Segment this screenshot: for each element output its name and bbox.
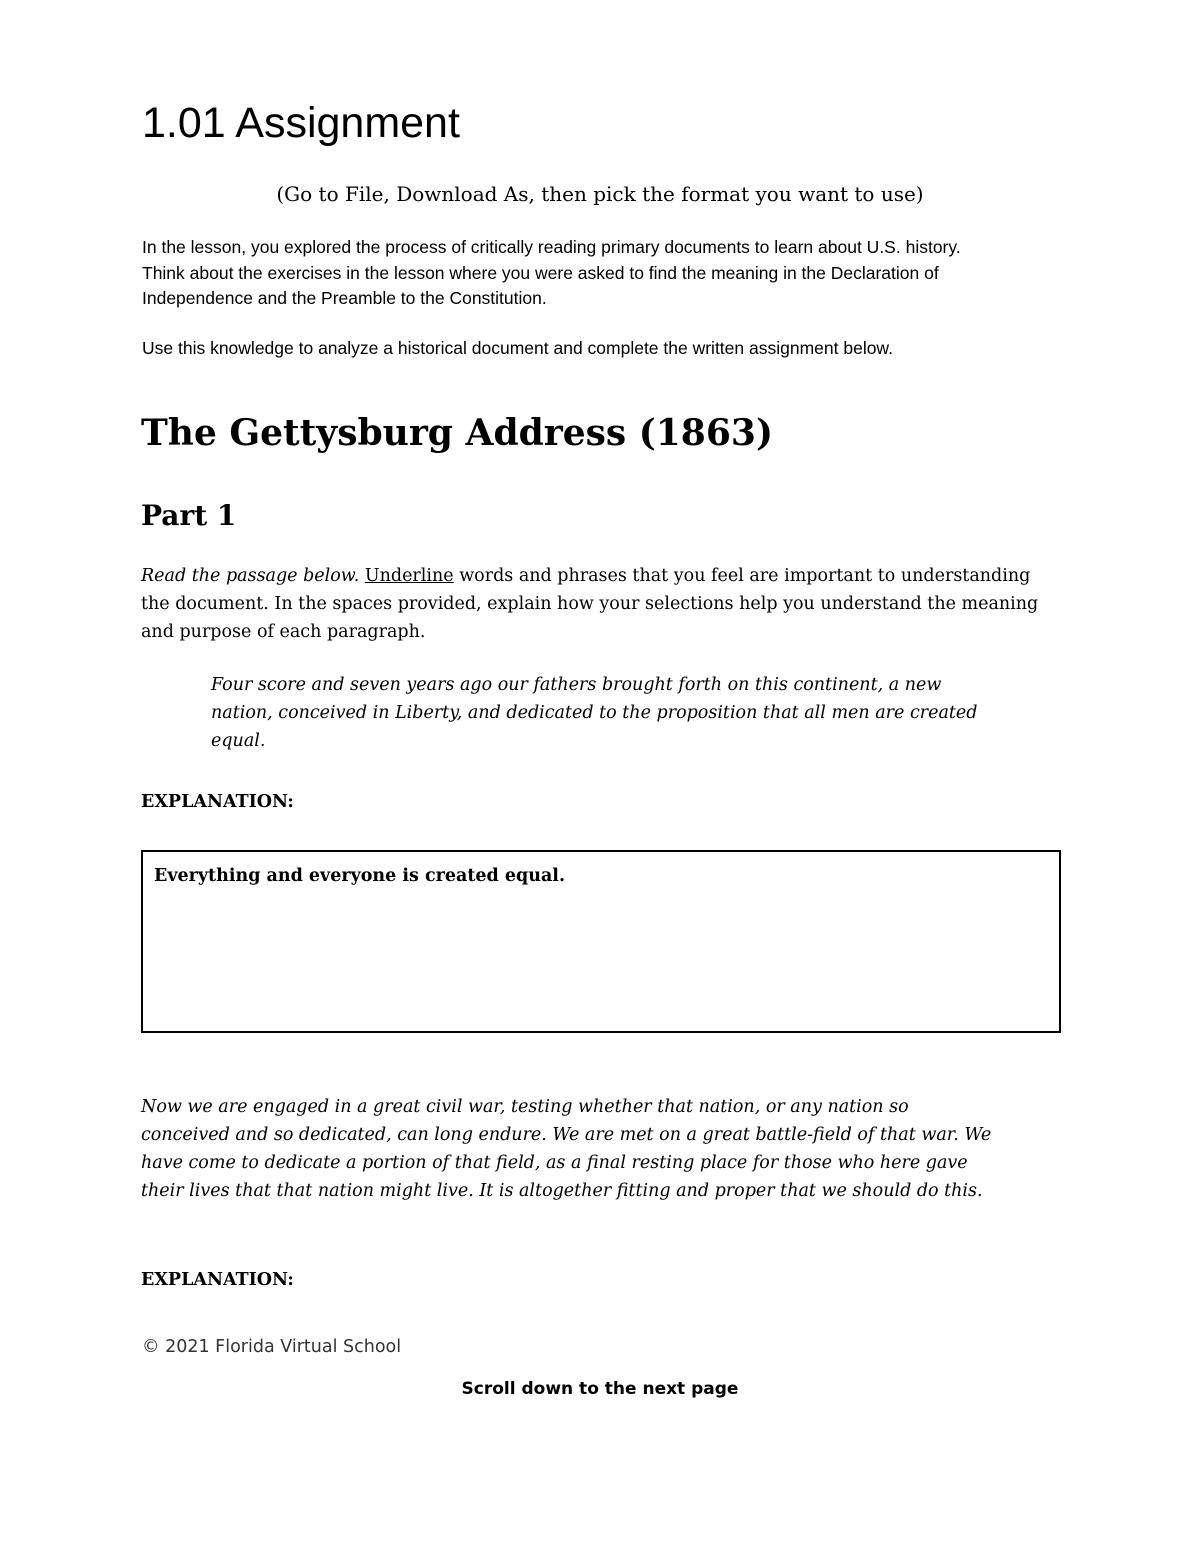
answer-box-1[interactable] bbox=[141, 850, 1061, 1033]
download-instruction: (Go to File, Download As, then pick the format you want to use) bbox=[276, 182, 924, 206]
scroll-note: Scroll down to the next page bbox=[461, 1379, 739, 1399]
part-heading: Part 1 bbox=[141, 499, 237, 532]
explanation-label-2: EXPLANATION: bbox=[141, 1270, 294, 1290]
passage-1: Four score and seven years ago our fathers brought forth on this continent, a new nation, conceived in Liberty, and dedicated to the proposition that all men are created equal. bbox=[211, 675, 978, 751]
part-instruction bbox=[141, 562, 1041, 646]
assignment-title: 1.01 Assignment bbox=[142, 99, 460, 147]
explanation-label-1: EXPLANATION: bbox=[141, 792, 294, 812]
part-instruction-italic: Read the passage below. bbox=[141, 566, 360, 586]
answer-text-1[interactable]: Everything and everyone is created equal. bbox=[154, 866, 566, 886]
part-instruction-underline: Underline bbox=[364, 566, 454, 586]
document-heading: The Gettysburg Address (1863) bbox=[141, 412, 773, 454]
intro-paragraph-2: Use this knowledge to analyze a historical document and complete the written assignment below. bbox=[142, 338, 893, 358]
copyright-notice: © 2021 Florida Virtual School bbox=[142, 1337, 402, 1357]
intro-paragraph: In the lesson, you explored the process of critically reading primary documents to learn about U.S. history. Think about the exercises in the lesson where you were asked to find the meaning in the Declaration of Independence and the Preamble to the Constitution. bbox=[142, 237, 961, 308]
passage-2: Now we are engaged in a great civil war, testing whether that nation, or any nation so conceived and so dedicated, can long endure. We are met on a great battle-field of that war. We have come to dedicate a portion of that field, as a final resting place for those who here gave their lives that that nation might live. It is altogether fitting and proper that we should do this. bbox=[141, 1097, 992, 1201]
part-instruction-rest: words and phrases that you feel are important to understanding the document. In the spaces provided, explain how your selections help you understand the meaning and purpose of each paragraph. bbox=[141, 566, 1039, 642]
